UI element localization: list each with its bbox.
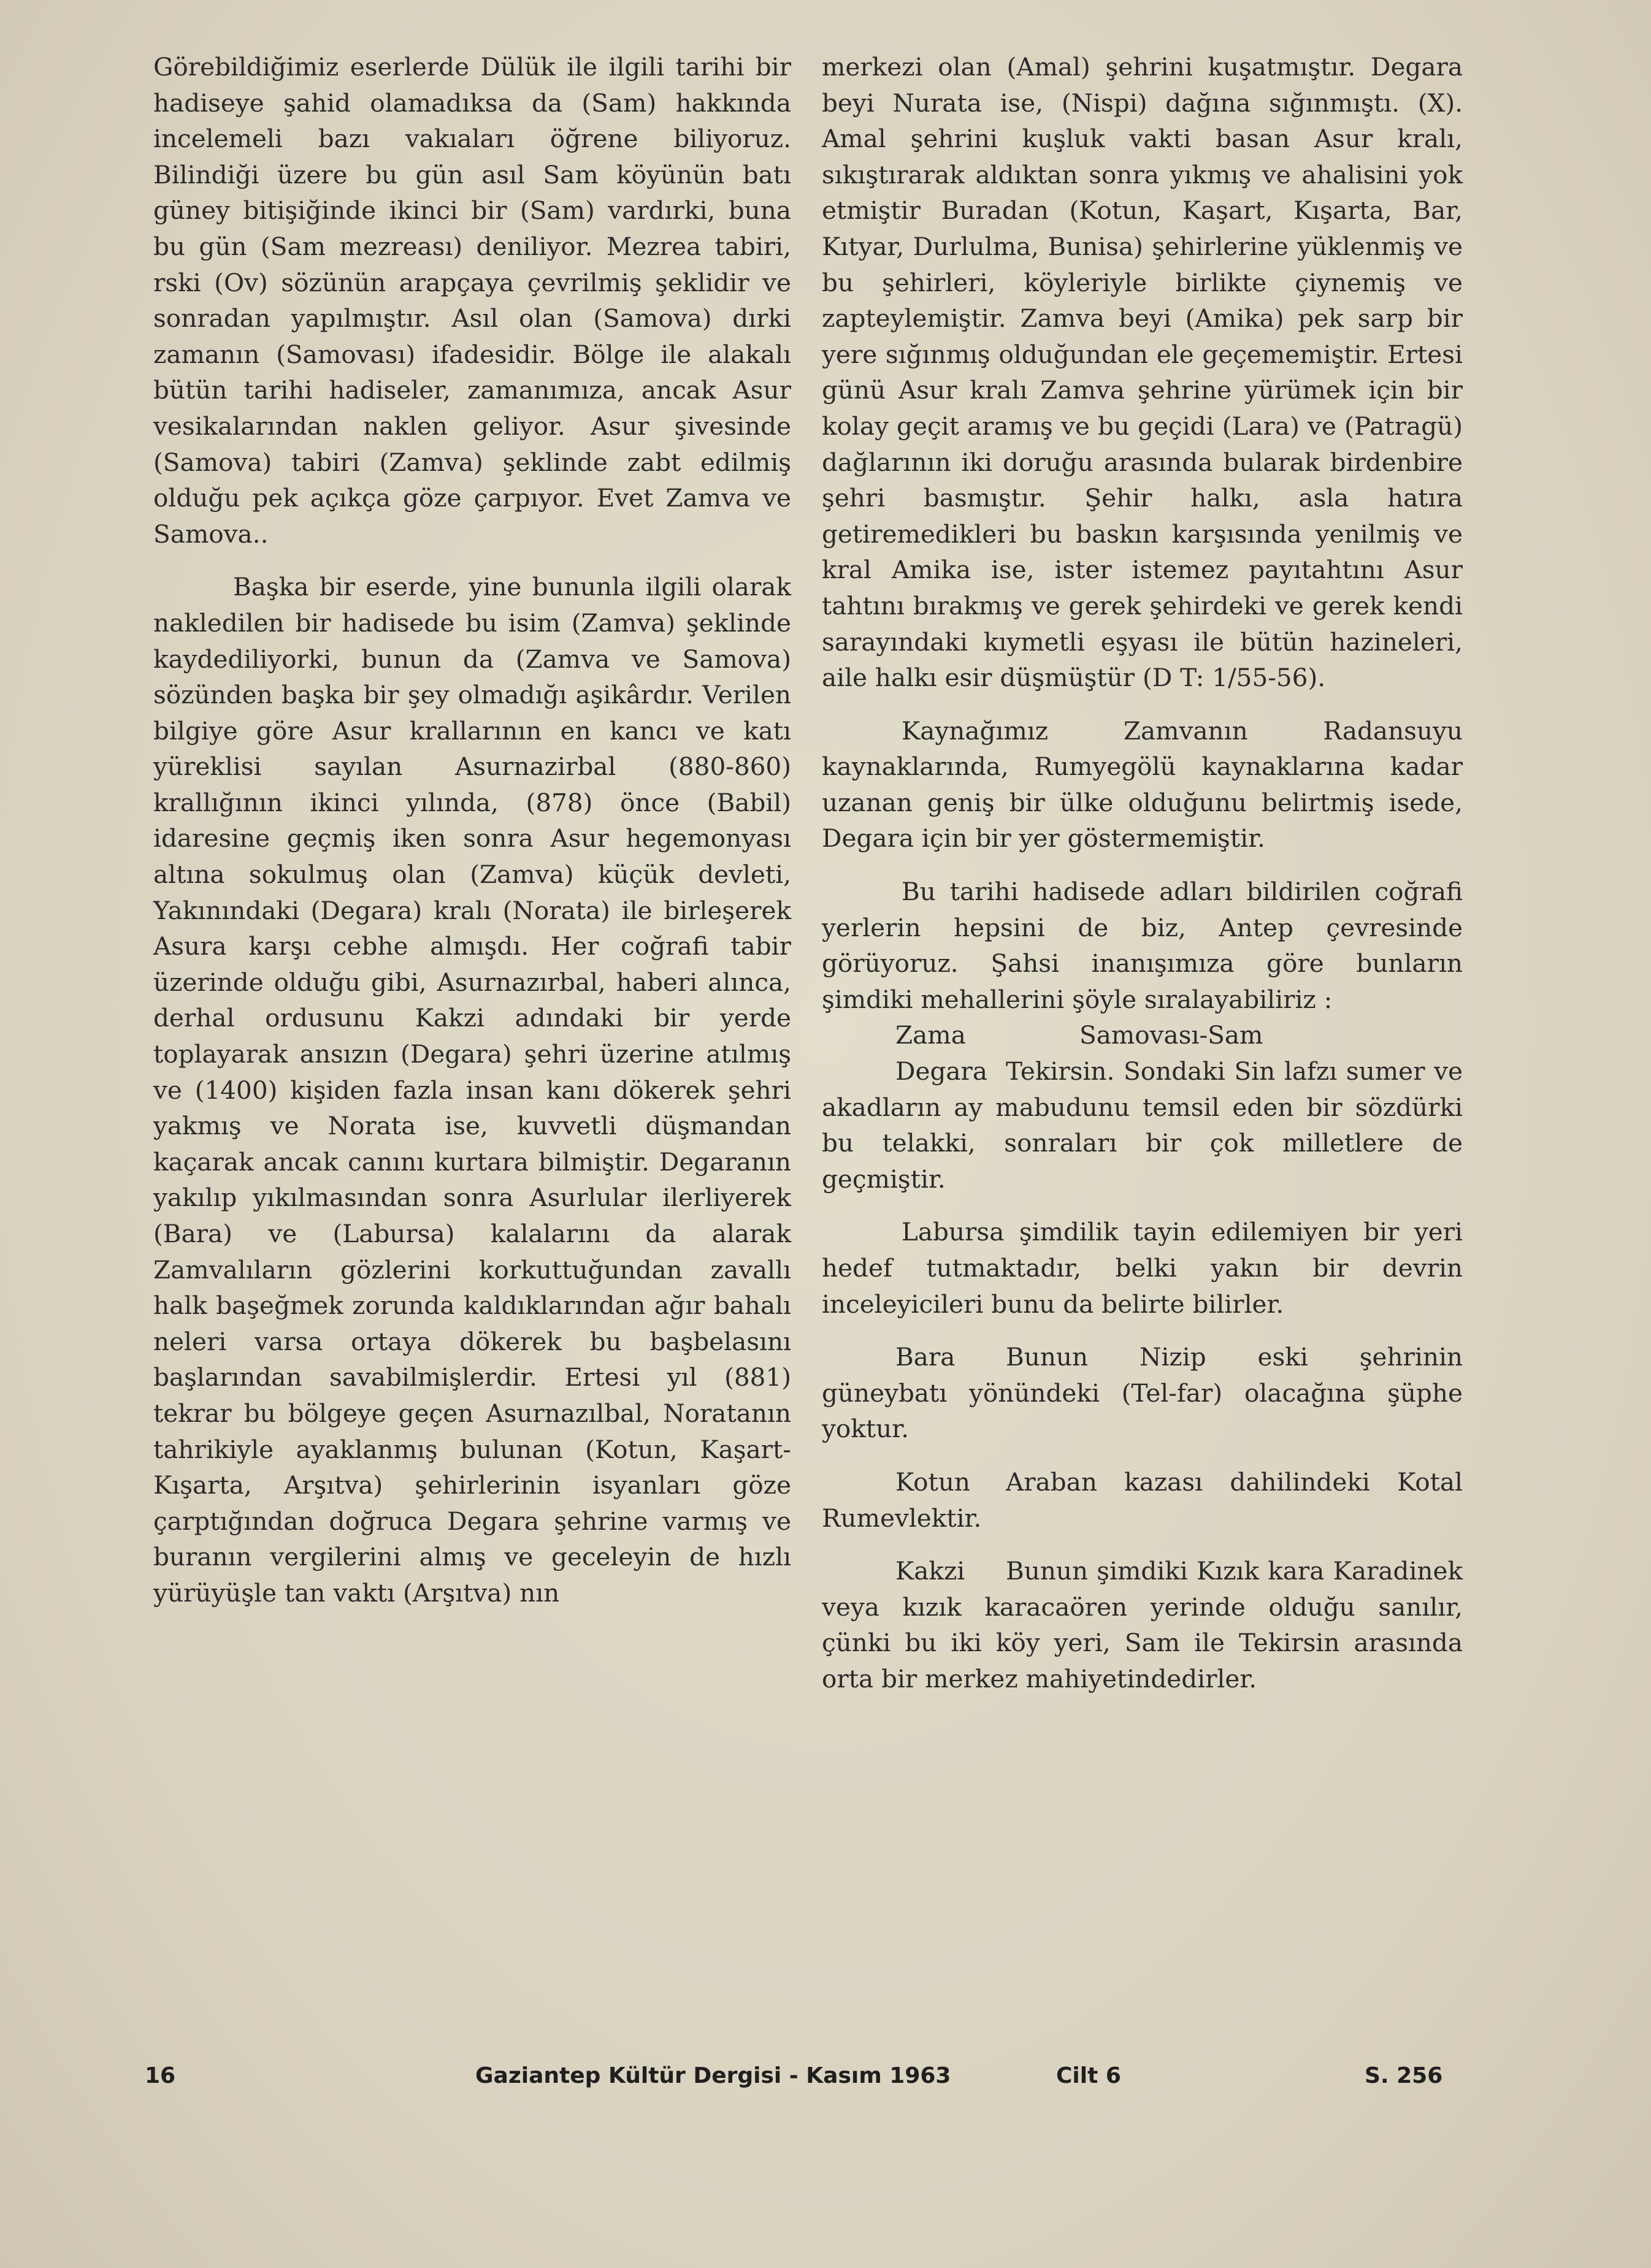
issue-number: S. 256 [1365,2063,1443,2088]
entry-term: Kakzi [895,1556,965,1586]
paragraph-zamva-territory: Kaynağımız Zamvanın Radansuyu kaynaklarında, Rumyegölü kaynaklarına kadar uzanan geniş bir ülke olduğunu belirtmiş isede, Degara için bir yer göstermemiştir. [822,716,1463,853]
entry-definition: Araban kazası dahilindeki Kotal Rumevlektir. [822,1467,1463,1533]
entry-bara [822,1339,1463,1447]
entry-zama [822,1017,1463,1053]
entry-labursa: Labursa şimdilik tayin edilemiyen bir yeri hedef tutmaktadır, belki yakın bir devrin inceleyicileri bunu da belirte bilirler. [822,1217,1463,1319]
page-number: 16 [145,2063,176,2088]
left-column [153,49,791,1611]
right-column [822,49,1463,1697]
paragraph-amal-siege: merkezi olan (Amal) şehrini kuşatmıştır. Degara beyi Nurata ise, (Nispi) dağına sığınmıştı. (X). Amal şehrini kuşluk vakti basan Asur kralı, sıkıştırarak aldıktan sonra yıkmış ve ahalisini yok etmiştir Buradan (Kotun, Kaşart, Kışarta, Bar, Kıtyar, Durlulma, Bunisa) şehirlerine yüklenmiş ve bu şehirleri, köyleriyle birlikte çiynemiş ve zapteylemiştir. Zamva beyi (Amika) pek sarp bir yere sığınmış olduğundan ele geçememiştir. Ertesi günü Asur kralı Zamva şehrine yürümek için bir kolay geçit aramış ve bu geçidi (Lara) ve (Patragü) dağlarının iki doruğu arasında bularak birdenbire şehri basmıştır. Şehir halkı, asla hatıra getiremedikleri bu baskın karşısında yenilmiş ve kral Amika ise, ister istemez payıtahtını Asur tahtını bırakmış ve gerek şehirdeki ve gerek kendi sarayındaki kıymetli eşyası ile bütün hazineleri, aile halkı esir düşmüştür (D T: 1/55-56). [822,52,1463,693]
entry-degara [822,1053,1463,1197]
page-footer [0,2063,1651,2112]
entry-definition: Bunun Nizip eski şehrinin güneybatı yönündeki (Tel-far) olacağına şüphe yoktur. [822,1342,1463,1444]
paragraph-locations-intro: Bu tarihi hadisede adları bildirilen coğrafi yerlerin hepsini de biz, Antep çevresinde görüyoruz. Şahsi inanışımıza göre bunların şimdiki mehallerini şöyle sıralayabiliriz : [822,877,1463,1014]
volume-label: Cilt 6 [1056,2063,1121,2088]
entry-definition: Tekirsin. Sondaki Sin lafzı sumer ve akadların ay mabudunu temsil eden bir sözdürki bu telakki, sonraları bir çok milletlere de geçmiştir. [822,1056,1463,1194]
entry-term: Bara [895,1342,956,1372]
entry-kotun [822,1464,1463,1536]
entry-term: Kotun [895,1467,970,1497]
paragraph-zamva-asurnazirbal: Başka bir eserde, yine bununla ilgili olarak nakledilen bir hadisede bu isim (Zamva) şeklinde kaydediliyorki, bunun da (Zamva ve Samova) sözünden başka bir şey olmadığı aşikârdır. Verilen bilgiye göre Asur krallarının en kancı ve katı yüreklisi sayılan Asurnazirbal (880-860) krallığının ikinci yılında, (878) önce (Babil) idaresine geçmiş iken sonra Asur hegemonyası altına sokulmuş olan (Zamva) küçük devleti, Yakınındaki (Degara) kralı (Norata) ile birleşerek Asura karşı cebhe almışdı. Her coğrafi tabir üzerinde olduğu gibi, Asurnazırbal, haberi alınca, derhal ordusunu Kakzi adındaki bir yerde toplayarak ansızın (Degara) şehri üzerine atılmış ve (1400) kişiden fazla insan kanı dökerek şehri yakmış ve Norata ise, kuvvetli düşmandan kaçarak ancak canını kurtara bilmiştir. Degaranın yakılıp yıkılmasından sonra Asurlular ilerliyerek (Bara) ve (Labursa) kalalarını da alarak Zamvalıların gözlerini korkuttuğundan zavallı halk başeğmek zorunda kaldıklarından ağır bahalı neleri varsa ortaya dökerek bu başbelasını başlarından savabilmişlerdir. Ertesi yıl (881) tekrar bu bölgeye geçen Asurnazılbal, Noratanın tahrikiyle ayaklanmış bulunan (Kotun, Kaşart-Kışarta, Arşıtva) şehirlerinin isyanları göze çarptığından doğruca Degara şehrine varmış ve buranın vergilerini almış ve geceleyin de hızlı yürüyüşle tan vaktı (Arşıtva) nın [153,572,791,1608]
journal-title: Gaziantep Kültür Dergisi - Kasım 1963 [475,2063,951,2088]
entry-definition: Bunun şimdiki Kızık kara Karadinek veya kızık karacaören yerinde olduğu sanılır, çünki bu iki köy yeri, Sam ile Tekirsin arasında orta bir merkez mahiyetindedirler. [822,1556,1463,1693]
entry-term: Degara [895,1056,988,1086]
paragraph-dulük-sam: Görebildiğimiz eserlerde Dülük ile ilgili tarihi bir hadiseye şahid olamadıksa da (Sam) hakkında incelemeli bazı vakıaları öğrene biliyoruz. Bilindiği üzere bu gün asıl Sam köyünün batı güney bitişiğinde ikinci bir (Sam) vardırki, buna bu gün (Sam mezreası) deniliyor. Mezrea tabiri, rski (Ov) sözünün arapçaya çevrilmiş şeklidir ve sonradan yapılmıştır. Asıl olan (Samova) dırki zamanın (Samovası) ifadesidir. Bölge ile alakalı bütün tarihi hadiseler, zamanımıza, ancak Asur vesikalarından naklen geliyor. Asur şivesinde (Samova) tabiri (Zamva) şeklinde zabt edilmiş olduğu pek açıkça göze çarpıyor. Evet Zamva ve Samova.. [153,52,791,549]
entry-kakzi [822,1553,1463,1697]
entry-definition: Samovası-Sam [1079,1020,1263,1050]
entry-term: Zama [895,1020,966,1050]
